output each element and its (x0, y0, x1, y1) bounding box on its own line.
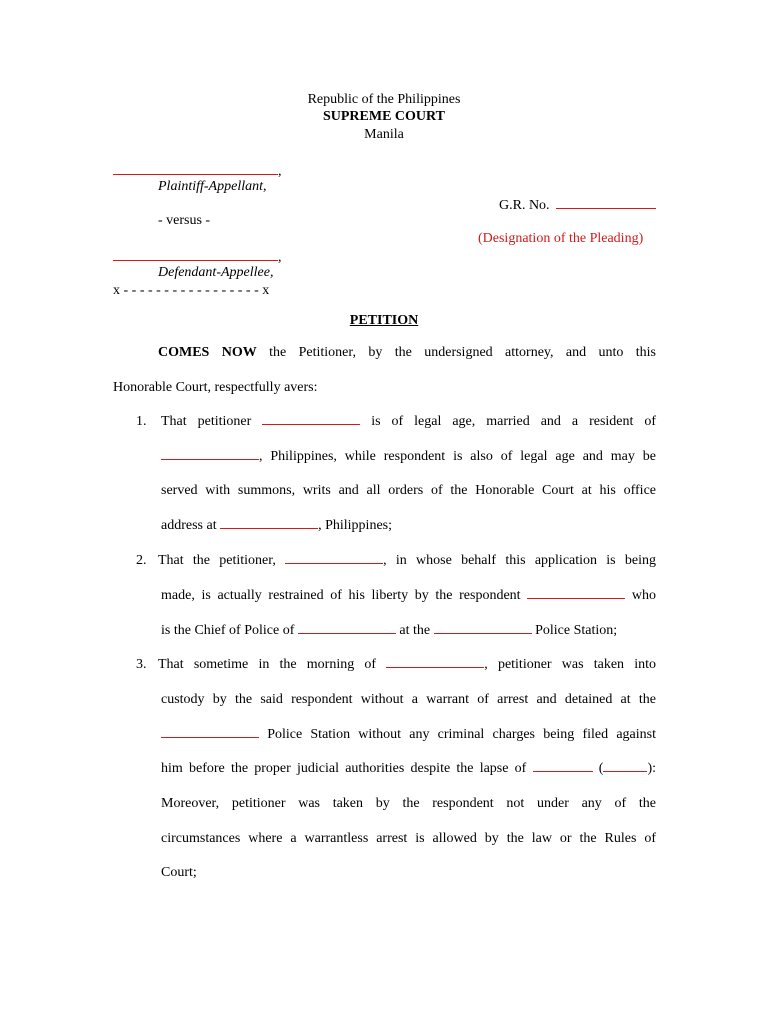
item-2-text: Police Station; (535, 622, 618, 638)
item-1-number: 1. (136, 414, 147, 429)
intro-line-2: Honorable Court, respectfully avers: (113, 379, 318, 395)
document-title: PETITION (349, 313, 419, 328)
plaintiff-blank (113, 162, 282, 180)
item-2 (158, 544, 656, 579)
intro-line-1 (113, 336, 656, 371)
lapse-words-line (533, 759, 593, 772)
arrest-date-line (386, 655, 484, 668)
item-1 (161, 405, 656, 544)
item-3-line-3 (161, 718, 656, 753)
item-3-line-2: custody by the said respondent without a warrant of arrest and detained at the (161, 692, 656, 707)
plaintiff-comma: , (278, 164, 282, 179)
respondent-line (527, 586, 625, 599)
item-3-line-7: Court; (161, 865, 197, 881)
police-station-line (434, 621, 532, 634)
petitioner-line (285, 551, 383, 564)
defendant-blank (113, 248, 282, 266)
defendant-comma: , (278, 250, 282, 265)
defendant-name-line (113, 248, 278, 261)
court-heading: SUPREME COURT (322, 109, 445, 124)
item-1-text: address at (161, 518, 217, 534)
police-chief-line (298, 621, 396, 634)
item-2-number: 2. (136, 553, 147, 568)
item-3-text: , petitioner was taken into (484, 657, 656, 672)
item-2-line-1 (158, 544, 656, 579)
intro-lead: COMES NOW (158, 345, 257, 360)
gr-number (499, 196, 656, 214)
intro-line-1-text: the Petitioner, by the undersigned attorney, and unto this (256, 345, 656, 360)
petitioner-name-line (262, 412, 360, 425)
item-3-text: That sometime in the morning of (158, 657, 377, 672)
detention-station-line (161, 725, 259, 738)
item-1-text: , Philippines, while respondent is also of legal age and may be (259, 448, 656, 464)
item-1-text: That petitioner (161, 414, 252, 429)
item-1-text: , Philippines; (318, 518, 392, 534)
item-1-line-4 (161, 509, 656, 544)
residence-line (161, 447, 259, 460)
plaintiff-name-line (113, 162, 278, 175)
item-2-text: at the (399, 622, 431, 638)
item-1-line-3: served with summons, writs and all orders of the Honorable Court at his office (161, 483, 656, 499)
item-2-text: That the petitioner, (158, 553, 276, 568)
item-1-line-1 (161, 405, 656, 440)
pleading-designation: (Designation of the Pleading) (478, 231, 644, 246)
versus-text: - versus - (158, 213, 211, 228)
gr-number-line (556, 196, 656, 209)
item-3-line-4 (161, 752, 656, 787)
item-3-text: ( (598, 761, 604, 777)
item-2-line-2 (161, 579, 656, 614)
item-3 (158, 648, 656, 683)
item-1-text: is of legal age, married and a resident of (371, 414, 657, 429)
item-1-line-2 (161, 440, 656, 475)
item-3-line-5: Moreover, petitioner was taken by the respondent not under any of the (161, 796, 656, 812)
caption-separator: x - - - - - - - - - - - - - - - - - x (113, 283, 270, 298)
lapse-number-line (603, 759, 647, 772)
item-2-cont (161, 579, 656, 648)
plaintiff-label: Plaintiff-Appellant, (158, 179, 267, 194)
item-3-number: 3. (136, 657, 147, 672)
gr-number-label: G.R. No. (499, 198, 550, 213)
item-2-text: who (631, 588, 657, 603)
item-3-text: ): (647, 761, 657, 777)
item-3-cont (161, 683, 656, 891)
item-2-line-3 (161, 614, 656, 649)
item-2-text: , in whose behalf this application is being (383, 553, 656, 568)
item-3-line-6: circumstances where a warrantless arrest is allowed by the law or the Rules of (161, 830, 656, 846)
item-3-text: Police Station without any criminal charges being filed against (267, 726, 657, 742)
item-2-text: is the Chief of Police of (161, 622, 295, 638)
item-3-line-1 (158, 648, 656, 683)
item-2-text: made, is actually restrained of his liberty by the respondent (161, 588, 521, 603)
office-address-line (220, 516, 318, 529)
item-3-text: him before the proper judicial authorities despite the lapse of (161, 761, 527, 777)
city-heading: Manila (364, 127, 404, 142)
intro-paragraph (113, 336, 656, 405)
republic-heading: Republic of the Philippines (307, 92, 461, 107)
defendant-label: Defendant-Appellee, (158, 265, 274, 280)
